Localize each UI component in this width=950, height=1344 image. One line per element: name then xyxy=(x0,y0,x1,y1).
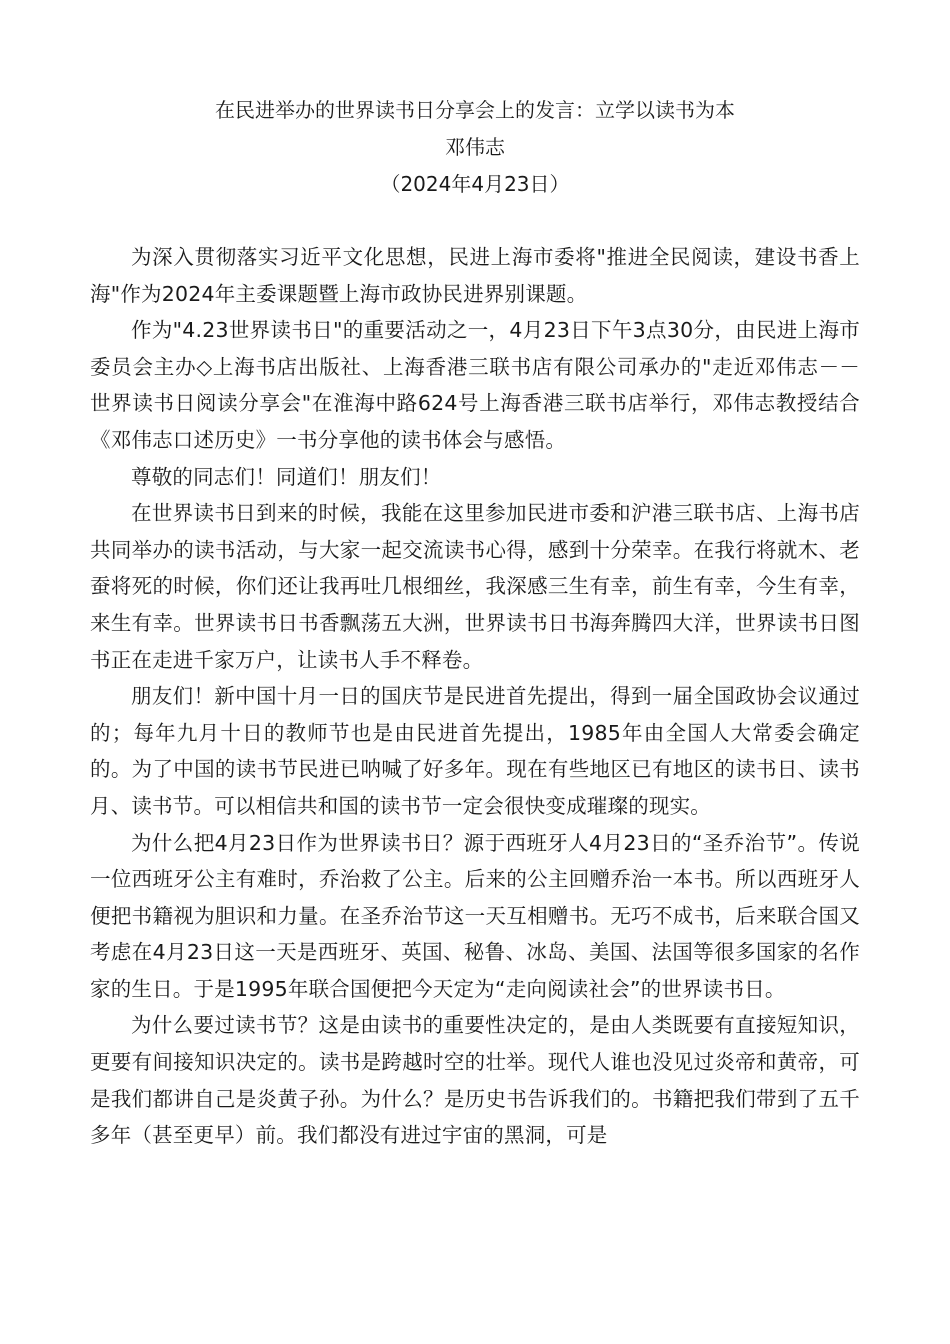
paragraph: 尊敬的同志们！同道们！朋友们！ xyxy=(131,464,442,489)
document-page xyxy=(90,92,860,1154)
document-date: （2024年4月23日） xyxy=(380,172,570,196)
document-title: 在民进举办的世界读书日分享会上的发言：立学以读书为本 xyxy=(215,98,735,122)
paragraph: 为什么把4月23日作为世界读书日？源于西班牙人4月23日的“圣乔治节”。传说一位西班牙公主有难时，乔治救了公主。后来的公主回赠乔治一本书。所以西班牙人便把书籍视为胆识和力量。在圣乔治节这一天互相赠书。无巧不成书，后来联合国又考虑在4月23日这一天是西班牙、英国、秘鲁、冰岛、美国、法国等很多国家的名作家的生日。于是1995年联合国便把今天定为“走向阅读社会”的世界读书日。 xyxy=(90,830,860,1001)
document-author: 邓伟志 xyxy=(445,135,505,159)
paragraph: 作为"4.23世界读书日"的重要活动之一，4月23日下午3点30分，由民进上海市委员会主办◇上海书店出版社、上海香港三联书店有限公司承办的"走近邓伟志－－世界读书日阅读分享会"在淮海中路624号上海香港三联书店举行，邓伟志教授结合《邓伟志口述历史》一书分享他的读书体会与感悟。 xyxy=(90,318,860,452)
paragraph: 朋友们！新中国十月一日的国庆节是民进首先提出，得到一届全国政协会议通过的；每年九月十日的教师节也是由民进首先提出，1985年由全国人大常委会确定的。为了中国的读书节民进已呐喊了好多年。现在有些地区已有地区的读书日、读书月、读书节。可以相信共和国的读书节一定会很快变成璀璨的现实。 xyxy=(90,684,860,818)
paragraph: 在世界读书日到来的时候，我能在这里参加民进市委和沪港三联书店、上海书店共同举办的读书活动，与大家一起交流读书心得，感到十分荣幸。在我行将就木、老蚕将死的时候，你们还让我再吐几根细丝，我深感三生有幸，前生有幸，今生有幸，来生有幸。世界读书日书香飘荡五大洲，世界读书日书海奔腾四大洋，世界读书日图书正在走进千家万户，让读书人手不释卷。 xyxy=(90,501,860,672)
paragraph: 为什么要过读书节？这是由读书的重要性决定的，是由人类既要有直接短知识，更要有间接知识决定的。读书是跨越时空的壮举。现代人谁也没见过炎帝和黄帝，可是我们都讲自己是炎黄子孙。为什么？是历史书告诉我们的。书籍把我们带到了五千多年（甚至更早）前。我们都没有进过宇宙的黑洞，可是 xyxy=(90,1013,860,1148)
document-body xyxy=(90,239,860,1154)
document-header xyxy=(90,92,860,203)
paragraph: 为深入贯彻落实习近平文化思想，民进上海市委将"推进全民阅读，建设书香上海"作为2024年主委课题暨上海市政协民进界别课题。 xyxy=(90,245,860,306)
